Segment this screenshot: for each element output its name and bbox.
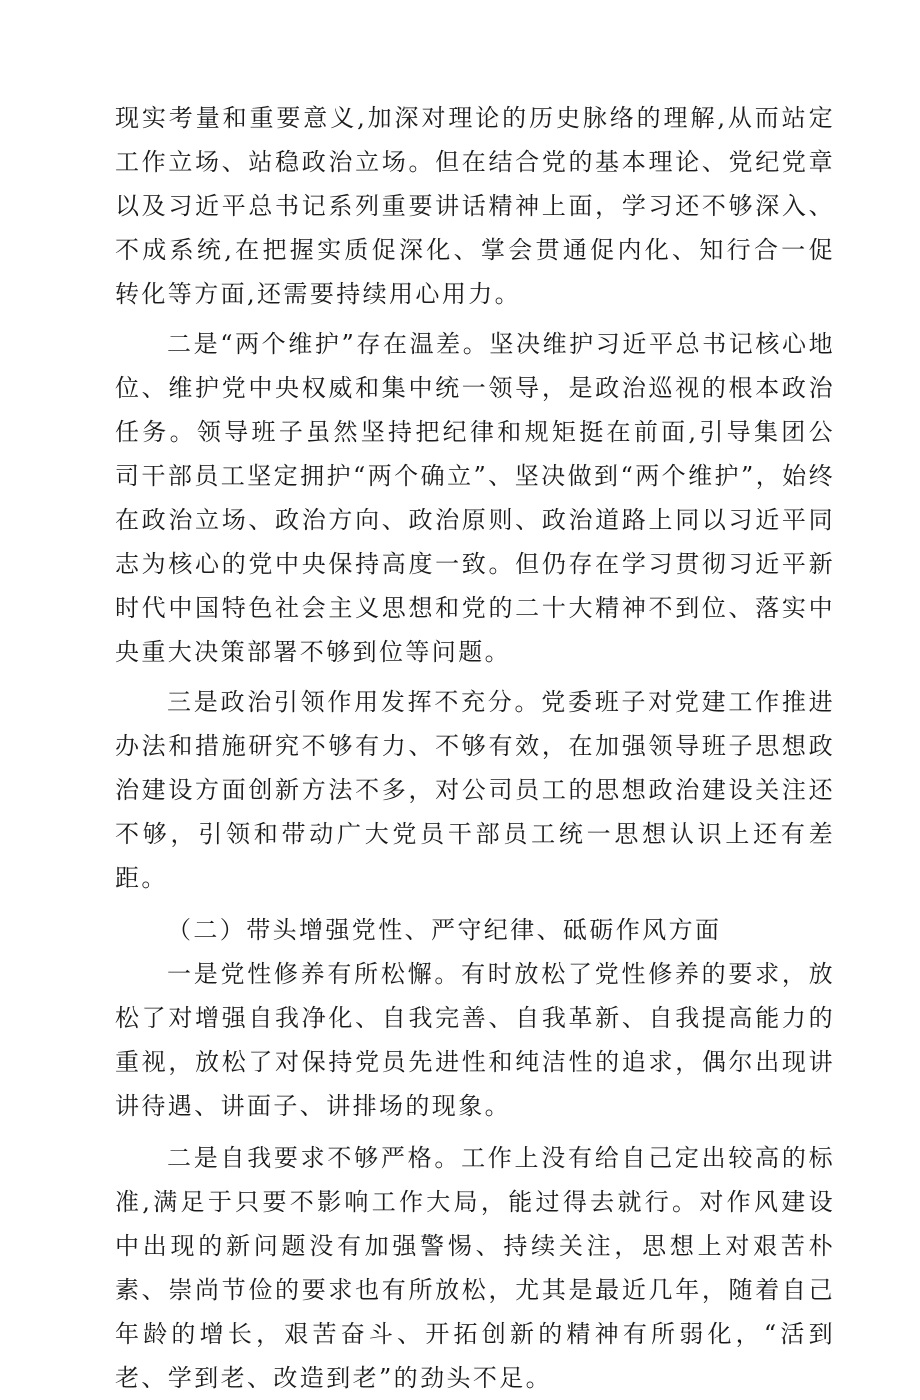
paragraph-self-discipline: 二是自我要求不够严格。工作上没有给自己定出较高的标准,满足于只要不影响工作大局，能过得去就行。对作风建设中出现的新问题没有加强警惕、持续关注，思想上对艰苦朴素、崇尚节俭的要求也有所放松，尤其是最近几年，随着自己年龄的增长，艰苦奋斗、开拓创新的精神有所弱化，“活到老、学到老、改造到老”的劲头不足。	[115, 1144, 835, 1392]
document-body	[115, 96, 835, 1400]
paragraph-two-maintenance: 二是“两个维护”存在温差。坚决维护习近平总书记核心地位、维护党中央权威和集中统一领导，是政治巡视的根本政治任务。领导班子虽然坚持把纪律和规矩挺在前面,引导集团公司干部员工坚定拥护“两个确立”、坚决做到“两个维护”，始终在政治立场、政治方向、政治原则、政治道路上同以习近平同志为核心的党中央保持高度一致。但仍存在学习贯彻习近平新时代中国特色社会主义思想和党的二十大精神不到位、落实中央重大决策部署不够到位等问题。	[115, 330, 835, 666]
paragraph-continuation: 现实考量和重要意义,加深对理论的历史脉络的理解,从而站定工作立场、站稳政治立场。但在结合党的基本理论、党纪党章以及习近平总书记系列重要讲话精神上面，学习还不够深入、不成系统,在把握实质促深化、掌会贯通促内化、知行合一促转化等方面,还需要持续用心用力。	[115, 104, 835, 308]
section-heading: （二）带头增强党性、严守纪律、砥砺作风方面	[167, 916, 722, 944]
paragraph-party-spirit: 一是党性修养有所松懈。有时放松了党性修养的要求，放松了对增强自我净化、自我完善、自我革新、自我提高能力的重视，放松了对保持党员先进性和纯洁性的追求，偶尔出现讲讲待遇、讲面子、讲排场的现象。	[115, 960, 835, 1120]
paragraph-political-leadership: 三是政治引领作用发挥不充分。党委班子对党建工作推进办法和措施研究不够有力、不够有效，在加强领导班子思想政治建设方面创新方法不多，对公司员工的思想政治建设关注还不够，引领和带动广大党员干部员工统一思想认识上还有差距。	[115, 688, 835, 892]
